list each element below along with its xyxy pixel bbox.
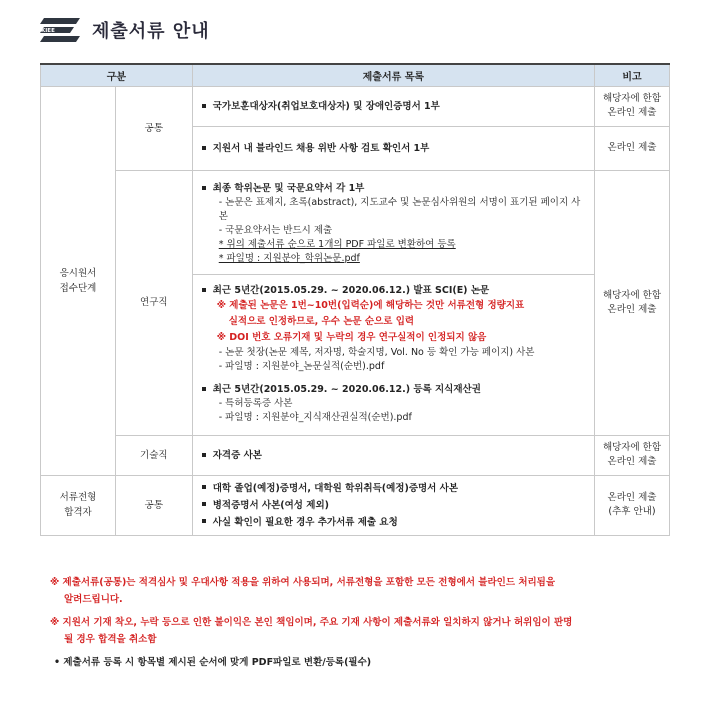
list-item: 국가보훈대상자(취업보호대상자) 및 장애인증명서 1부 — [192, 86, 594, 126]
divider — [193, 274, 594, 275]
subcategory-research: 연구직 — [115, 170, 192, 435]
footer-note: ※ 지원서 기재 착오, 누락 등으로 인한 불이익은 본인 책임이며, 주요 기재 사항이 제출서류와 일치하지 않거나 허위임이 판명 — [50, 617, 573, 628]
research-sci-warning: ※ 제출된 논문은 1번~10번(입력순)에 해당하는 것만 서류전형 정량지표 — [216, 299, 525, 311]
research-thesis-detail: - 논문은 표제지, 초록(abstract), 지도교수 및 논문심사위원의 서명이 표기된 페이지 사본 — [218, 196, 581, 222]
note-cell: 해당자에 한함 온라인 제출 — [594, 170, 669, 435]
table-row — [41, 435, 670, 475]
research-sci-detail: - 논문 첫장(논문 제목, 저자명, 학술지명, Vol. No 등 확인 가능 페이지) 사본 — [218, 346, 535, 358]
footer-bullet: • 제출서류 등록 시 항목별 제시된 순서에 맞게 PDF파일로 변환/등록(필수) — [54, 657, 372, 668]
header-documents: 제출서류 목록 — [192, 64, 594, 86]
research-thesis-title: 최종 학위논문 및 국문요약서 각 1부 — [213, 181, 586, 196]
note-cell: 해당자에 한함 온라인 제출 — [594, 86, 669, 126]
kiee-logo — [38, 16, 82, 44]
group-passed-applicants: 서류전형 합격자 — [41, 475, 116, 535]
header-notes: 비고 — [594, 64, 669, 86]
research-sci-warning: ※ DOI 번호 오류기재 및 누락의 경우 연구실적이 인정되지 않음 — [216, 331, 487, 343]
page-title: 제출서류 안내 — [92, 21, 210, 42]
note-cell: 온라인 제출 (추후 안내) — [594, 475, 669, 535]
list-item: 대학 졸업(예정)증명서, 대학원 학위취득(예정)증명서 사본 병적증명서 사본(여성 제외) 사실 확인이 필요한 경우 추가서류 제출 요청 — [192, 475, 594, 535]
research-sci-detail: - 파일명 : 지원분야_논문실적(순번).pdf — [218, 360, 385, 372]
subcategory-common: 공통 — [115, 86, 192, 170]
subcategory-passed-common: 공통 — [115, 475, 192, 535]
research-ip-detail: - 특허등록증 사본 — [218, 397, 293, 409]
research-thesis-detail: * 파일명 : 지원분야_학위논문.pdf — [218, 252, 360, 264]
research-thesis-detail: * 위의 제출서류 순으로 1개의 PDF 파일로 변환하여 등록 — [218, 238, 456, 250]
footer-note: ※ 제출서류(공통)는 적격심사 및 우대사항 적용을 위하여 사용되며, 서류전형을 포함한 모든 전형에서 블라인드 처리됨을 — [50, 577, 556, 588]
table-row — [41, 86, 670, 126]
research-thesis-detail: - 국문요약서는 반드시 제출 — [218, 224, 333, 236]
logo-text: KIEE — [41, 28, 55, 34]
footer-note: 될 경우 합격을 취소함 — [64, 634, 157, 645]
page-header — [38, 16, 210, 44]
research-sci-warning: 실적으로 인정하므로, 우수 논문 순으로 입력 — [228, 315, 415, 327]
header-category: 구분 — [41, 64, 193, 86]
list-item: 지원서 내 블라인드 채용 위반 사항 검토 확인서 1부 — [192, 126, 594, 170]
note-cell: 온라인 제출 — [594, 126, 669, 170]
table-header-row — [41, 64, 670, 86]
subcategory-technical: 기술직 — [115, 435, 192, 475]
footer-notes — [50, 574, 670, 671]
research-ip-detail: - 파일명 : 지원분야_지식재산권실적(순번).pdf — [218, 411, 412, 423]
research-items — [192, 170, 594, 435]
note-cell: 해당자에 한함 온라인 제출 — [594, 435, 669, 475]
table-row — [41, 170, 670, 435]
footer-note: 알려드립니다. — [64, 594, 123, 605]
research-ip-title: 최근 5년간(2015.05.29. ~ 2020.06.12.) 등록 지식재산권 — [213, 382, 586, 397]
list-item: 자격증 사본 — [192, 435, 594, 475]
table-row — [41, 475, 670, 535]
research-sci-title: 최근 5년간(2015.05.29. ~ 2020.06.12.) 발표 SCI(E) 논문 — [213, 283, 586, 298]
group-application-stage: 응시원서 접수단계 — [41, 86, 116, 475]
documents-table — [40, 63, 670, 536]
